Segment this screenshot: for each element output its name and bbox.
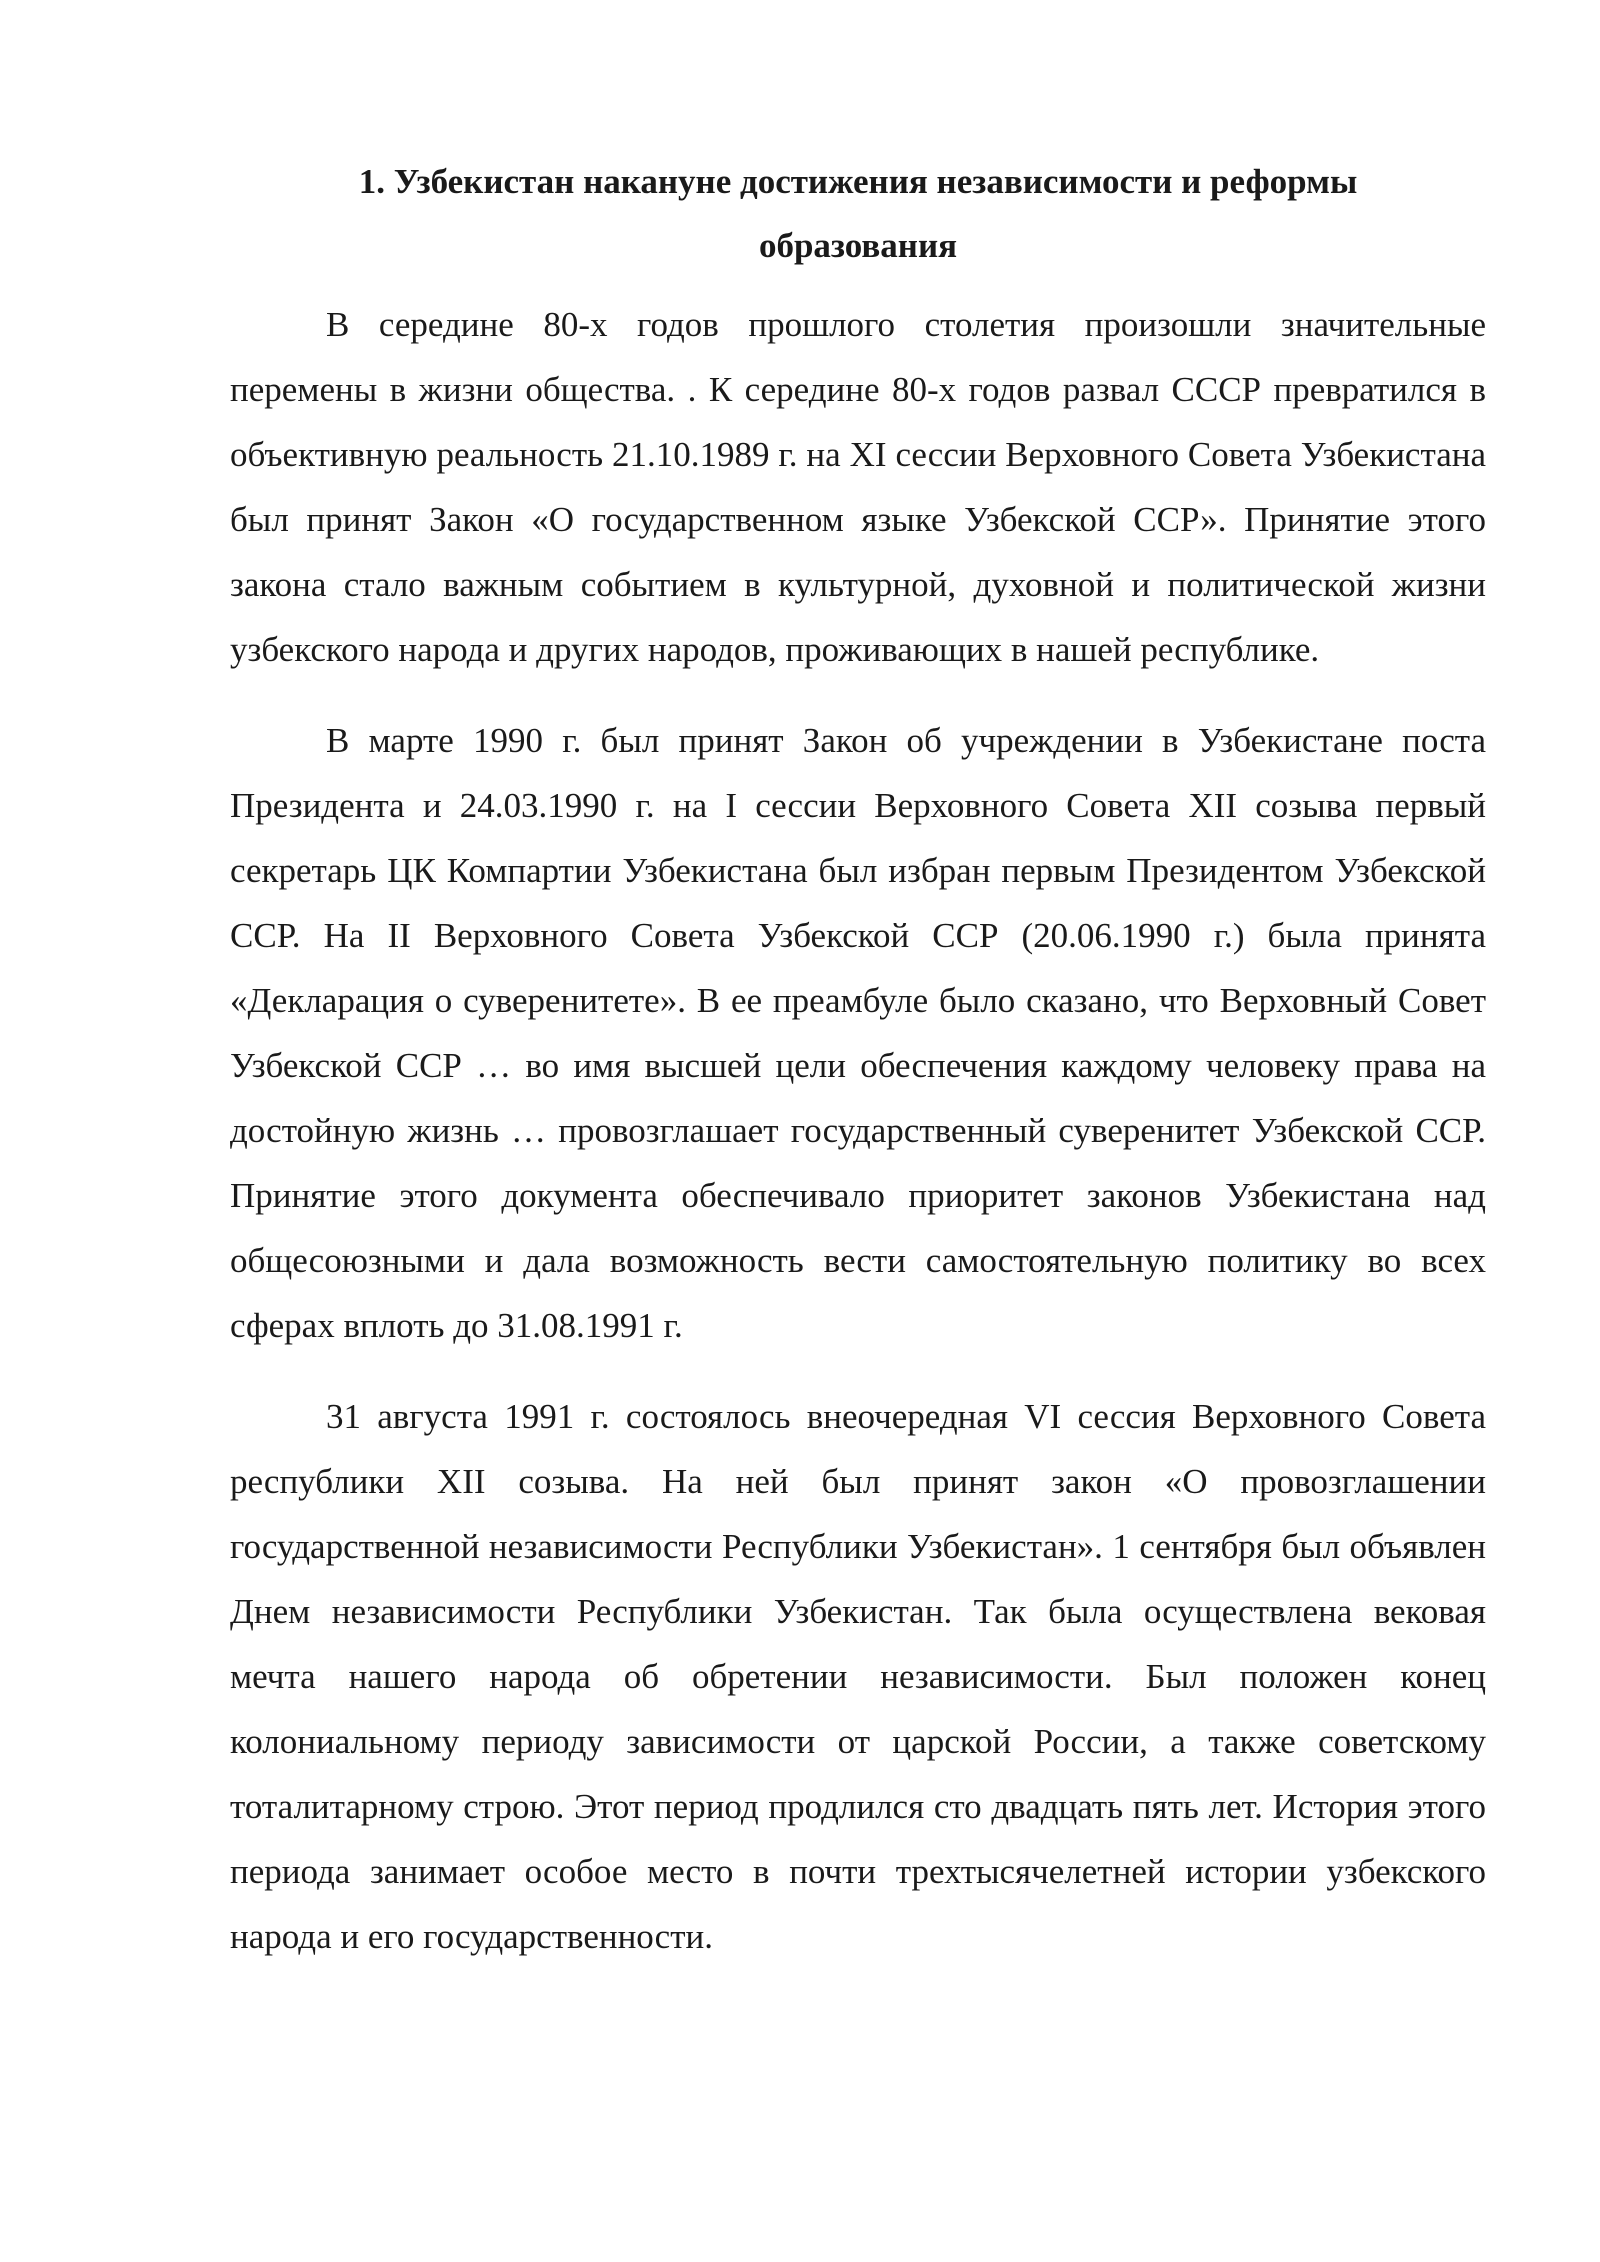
paragraph-1: В середине 80-х годов прошлого столетия произошли значительные перемены в жизни общества. . К середине 80-х годов развал СССР превратился в объективную реальность 21.10.1989 г. на XI сессии Верховного Совета Узбекистана был принят Закон «О государственном языке Узбекской ССР». Принятие этого закона стало важным событием в культурной, духовной и политической жизни узбекского народа и других народов, проживающих в нашей республике. — [230, 305, 1486, 669]
paragraph-2: В марте 1990 г. был принят Закон об учреждении в Узбекистане поста Президента и 24.03.1990 г. на I сессии Верховного Совета XII созыва первый секретарь ЦК Компартии Узбекистана был избран первым Президентом Узбекской ССР. На II Верховного Совета Узбекской ССР (20.06.1990 г.) была принята «Декларация о суверенитете». В ее преамбуле было сказано, что Верховный Совет Узбекской ССР … во имя высшей цели обеспечения каждому человеку права на достойную жизнь … провозглашает государственный суверенитет Узбекской ССР. Принятие этого документа обеспечивало приоритет законов Узбекистана над общесоюзными и дала возможность вести самостоятельную политику во всех сферах вплоть до 31.08.1991 г. — [230, 721, 1486, 1345]
document-page — [230, 150, 1486, 1995]
paragraph-3: 31 августа 1991 г. состоялось внеочередная VI сессия Верховного Совета республики XII созыва. На ней был принят закон «О провозглашении государственной независимости Республики Узбекистан». 1 сентября был объявлен Днем независимости Республики Узбекистан. Так была осуществлена вековая мечта нашего народа об обретении независимости. Был положен конец колониальному периоду зависимости от царской России, а также советскому тоталитарному строю. Этот период продлился сто двадцать пять лет. История этого периода занимает особое место в почти трехтысячелетней истории узбекского народа и его государственности. — [230, 1397, 1486, 1956]
section-heading: 1. Узбекистан накануне достижения независимости и реформы образования — [358, 162, 1358, 265]
